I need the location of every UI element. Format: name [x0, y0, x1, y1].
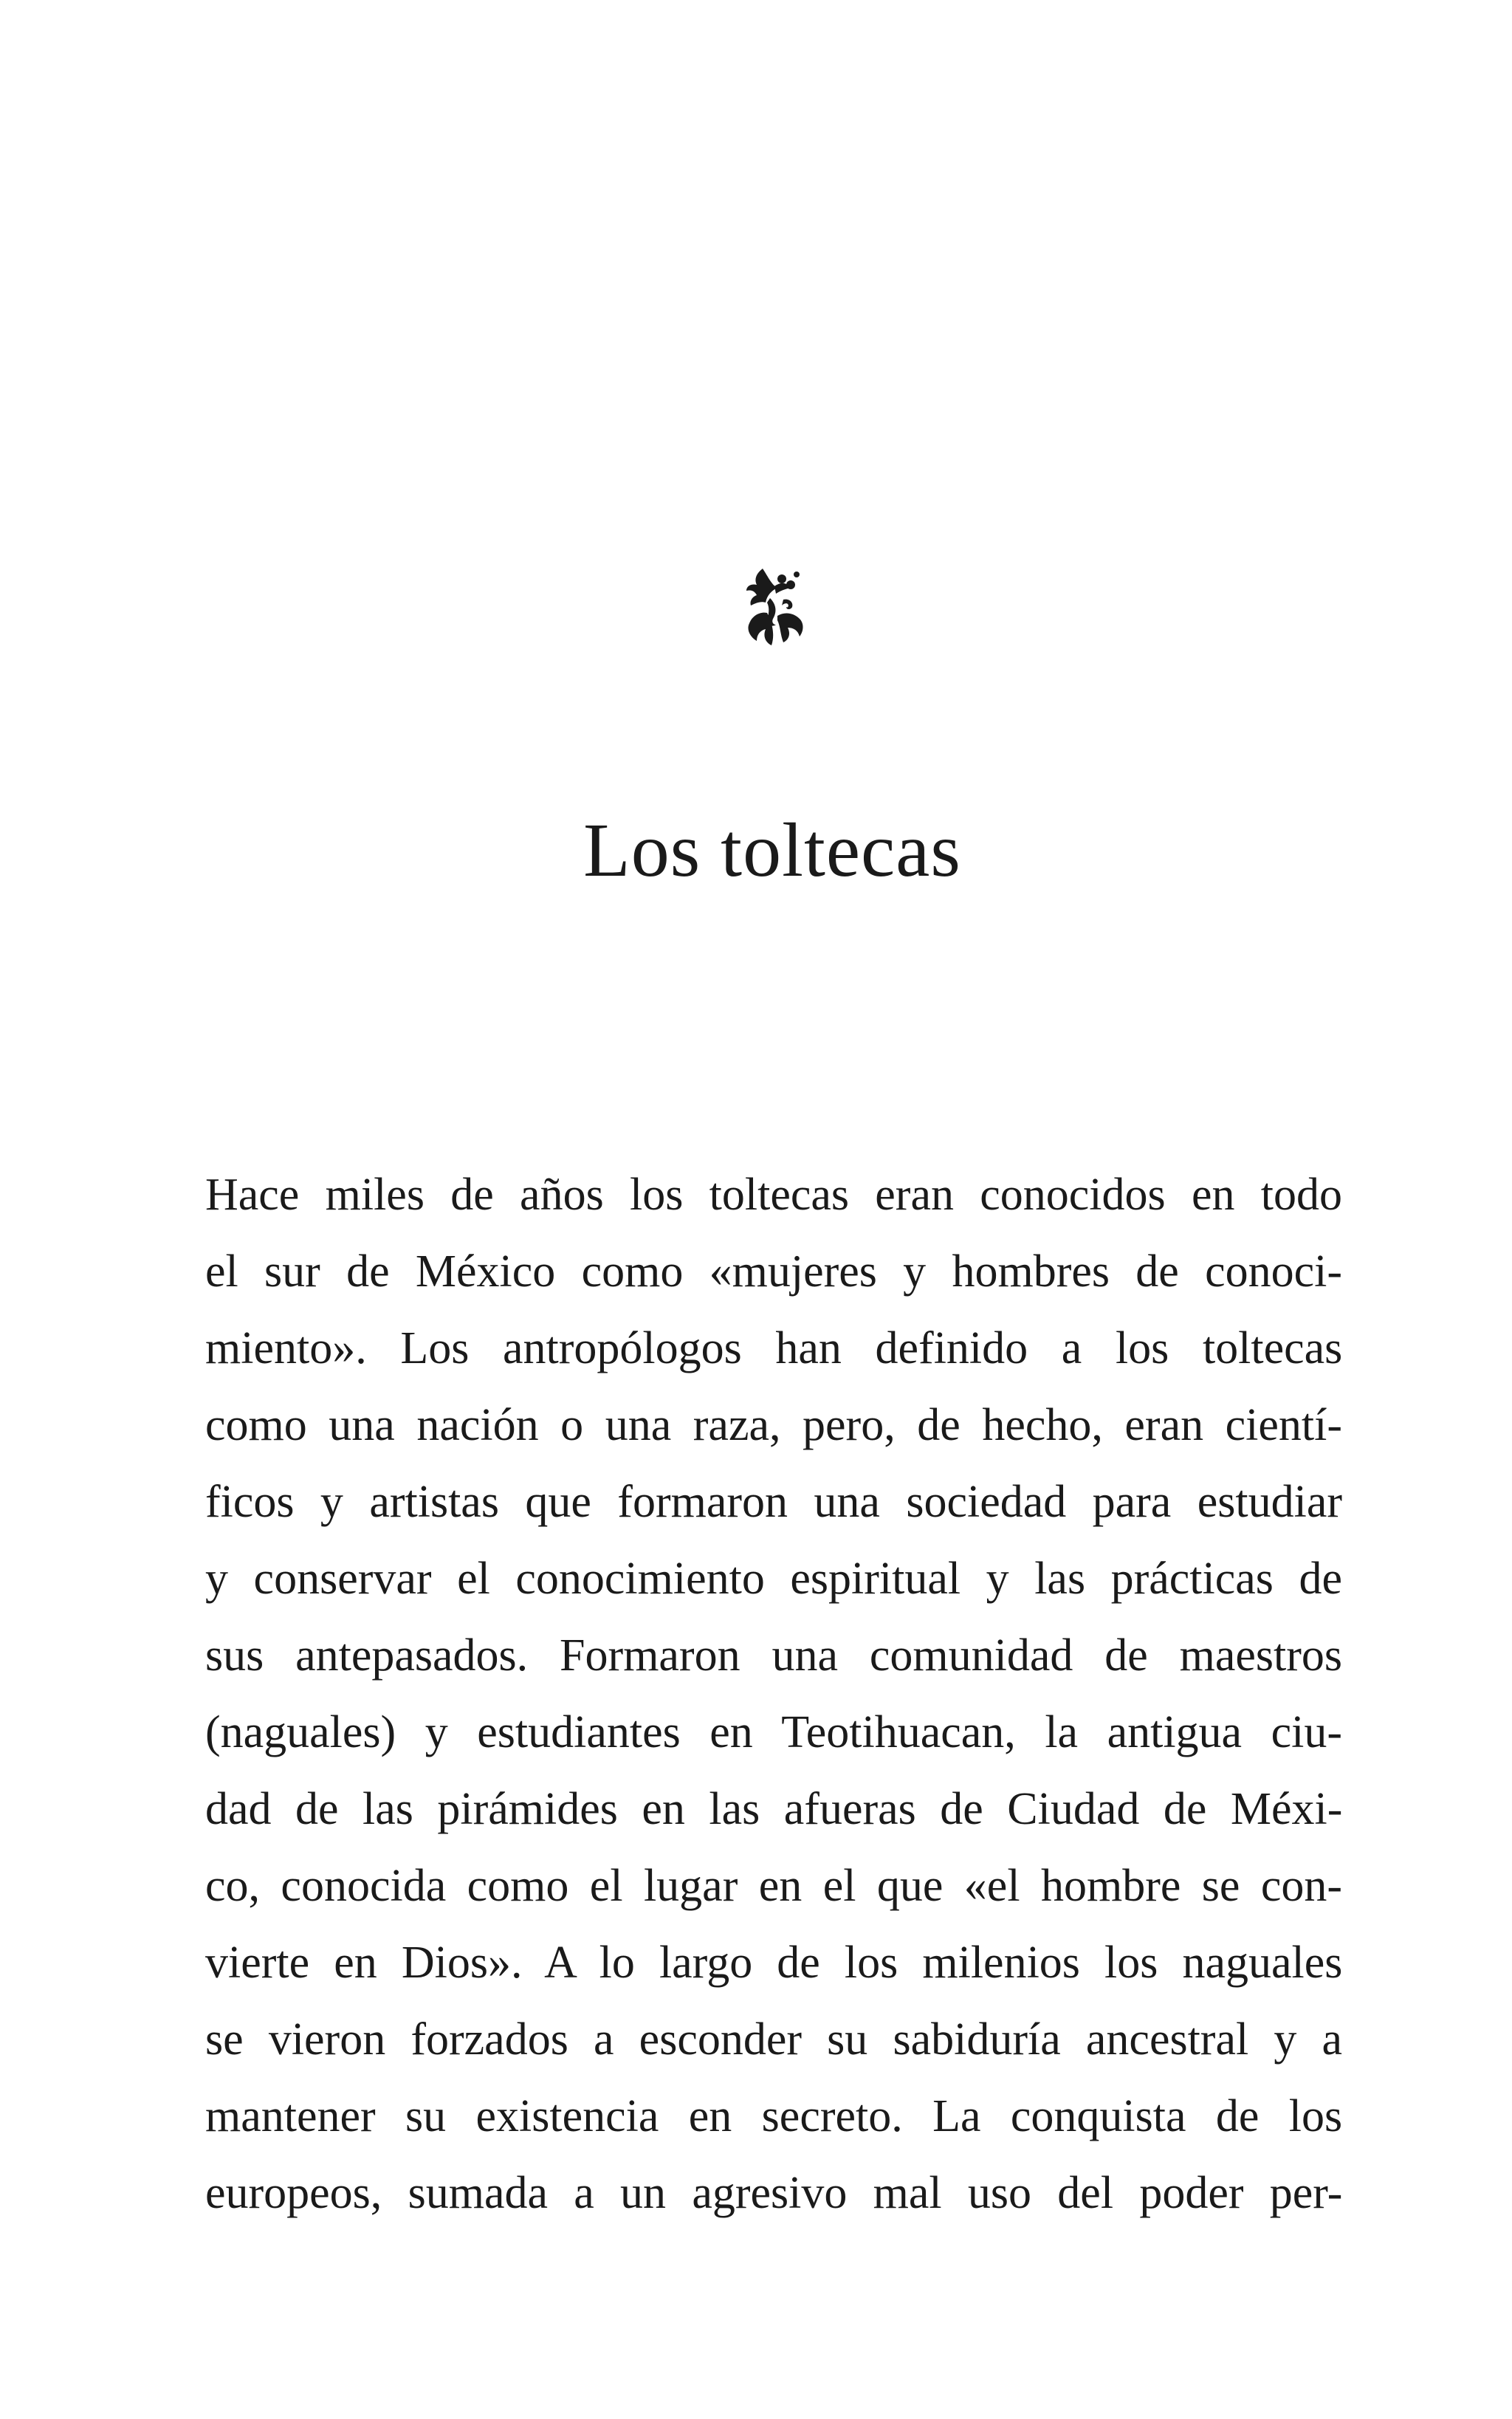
fleuron-icon — [738, 566, 808, 647]
text-line: como una nación o una raza, pero, de hecho, eran cientí- — [205, 1400, 1342, 1450]
text-line: Hace miles de años los toltecas eran conocidos en todo — [205, 1170, 1342, 1220]
text-line: sus antepasados. Formaron una comunidad de maestros — [205, 1630, 1342, 1681]
text-line: se vieron forzados a esconder su sabiduría ancestral y a — [205, 2014, 1343, 2065]
text-line: co, conocida como el lugar en el que «el hombre se con- — [205, 1861, 1342, 1911]
text-line: mantener su existencia en secreto. La conquista de los — [205, 2091, 1343, 2141]
text-line: el sur de México como «mujeres y hombres de conoci- — [205, 1246, 1342, 1297]
text-line: ficos y artistas que formaron una sociedad para estudiar — [205, 1477, 1342, 1527]
text-line: vierte en Dios». A lo largo de los milenios los naguales — [205, 1938, 1343, 1988]
text-line: (naguales) y estudiantes en Teotihuacan, la antigua ciu- — [205, 1707, 1342, 1757]
body-paragraph — [205, 1156, 1342, 2231]
text-line: miento». Los antropólogos han definido a los toltecas — [205, 1323, 1343, 1373]
chapter-title: Los toltecas — [583, 808, 961, 893]
text-line: europeos, sumada a un agresivo mal uso del poder per- — [205, 2168, 1343, 2218]
text-line: dad de las pirámides en las afueras de Ciudad de Méxi- — [205, 1784, 1343, 1834]
text-line: y conservar el conocimiento espiritual y las prácticas de — [205, 1554, 1342, 1604]
